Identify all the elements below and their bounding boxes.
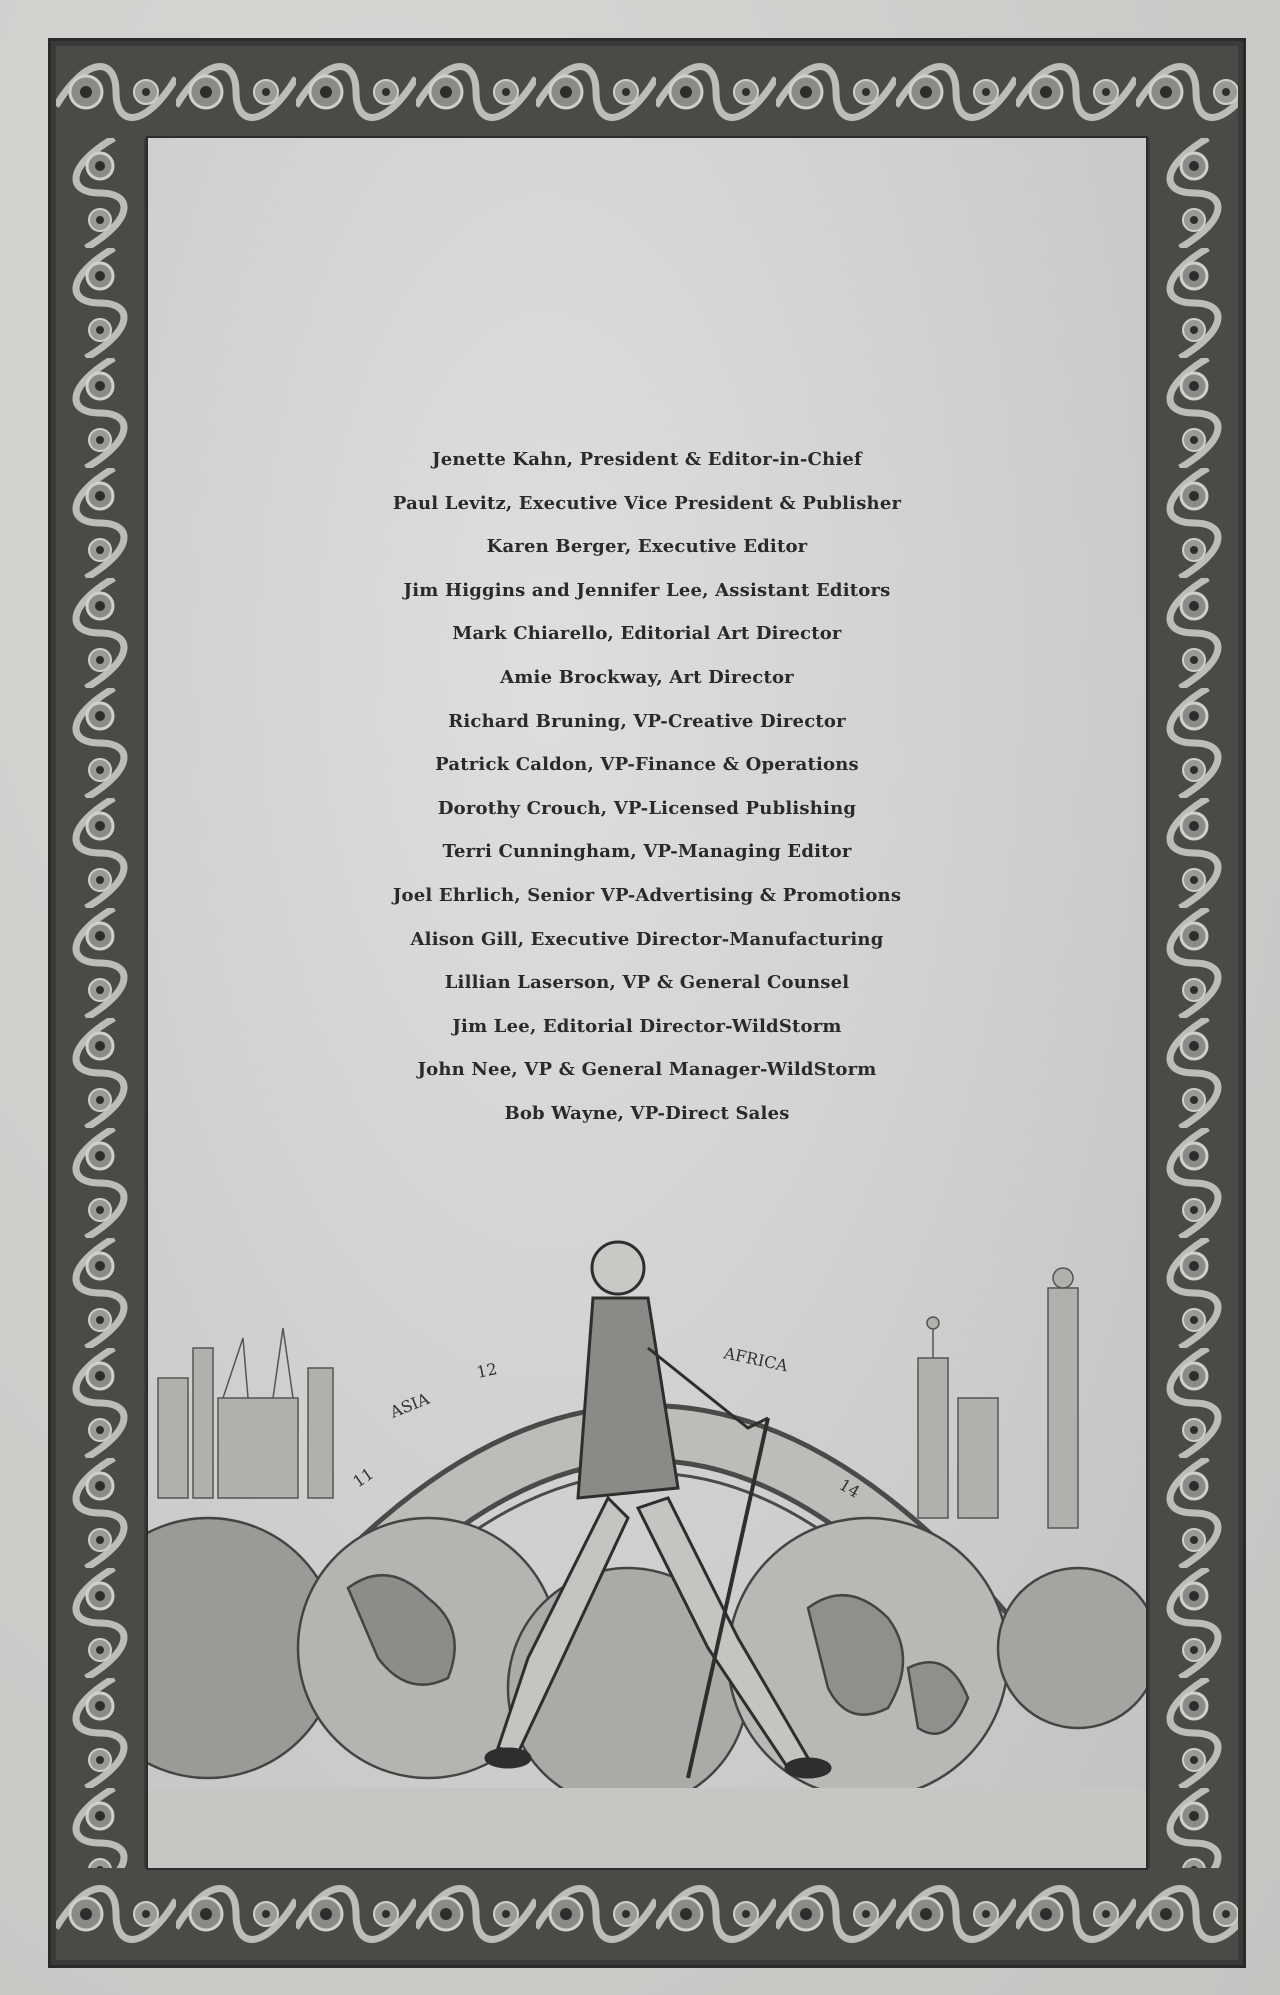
border-top-ornament	[56, 46, 1238, 138]
globes	[148, 1518, 1146, 1808]
credits-list	[148, 438, 1146, 1136]
credit-line: Alison Gill, Executive Director-Manufacturing	[410, 928, 884, 950]
credit-line: Bob Wayne, VP-Direct Sales	[504, 1102, 790, 1124]
globes-and-traveler-illustration	[148, 1228, 1146, 1868]
arch-label: 12	[474, 1359, 499, 1382]
border-bottom-ornament	[56, 1868, 1238, 1960]
arch-label: 14	[836, 1475, 864, 1502]
credit-line: Joel Ehrlich, Senior VP-Advertising & Promotions	[392, 884, 902, 906]
content-panel	[148, 138, 1146, 1868]
credit-line: Dorothy Crouch, VP-Licensed Publishing	[437, 797, 857, 819]
credit-line: Lillian Laserson, VP & General Counsel	[444, 972, 850, 994]
arch-label: 11	[349, 1464, 377, 1492]
border-right-ornament	[1150, 138, 1238, 1868]
ornamental-border	[48, 38, 1246, 1968]
credit-line: John Nee, VP & General Manager-WildStorm	[417, 1059, 877, 1081]
credit-line: Mark Chiarello, Editorial Art Director	[452, 623, 842, 645]
credit-line: Terri Cunningham, VP-Managing Editor	[442, 841, 852, 863]
credit-line: Amie Brockway, Art Director	[500, 666, 794, 688]
arch-label: AFRICA	[722, 1343, 790, 1376]
border-left-ornament	[56, 138, 144, 1868]
credit-line: Jim Higgins and Jennifer Lee, Assistant Editors	[403, 579, 891, 601]
credit-line: Jim Lee, Editorial Director-WildStorm	[452, 1015, 842, 1037]
credit-line: Jenette Kahn, President & Editor-in-Chief	[432, 449, 862, 470]
arch-label: ASIA	[387, 1388, 432, 1422]
credit-line: Patrick Caldon, VP-Finance & Operations	[435, 754, 859, 776]
credit-line: Richard Bruning, VP-Creative Director	[448, 710, 846, 732]
credit-line: Paul Levitz, Executive Vice President & Publisher	[392, 492, 902, 514]
credit-line: Karen Berger, Executive Editor	[486, 536, 808, 558]
